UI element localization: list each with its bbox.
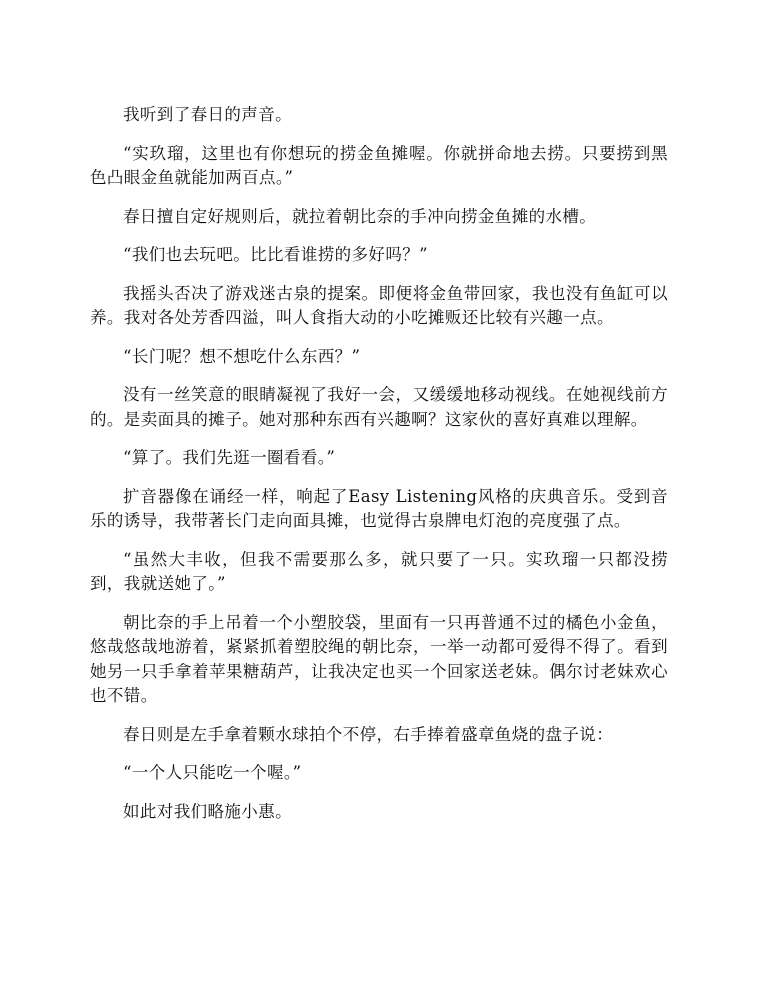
document-page [90, 103, 668, 838]
paragraph: 我摇头否决了游戏迷古泉的提案。即便将金鱼带回家，我也没有鱼缸可以养。我对各处芳香四溢，叫人食指大动的小吃摊贩还比较有兴趣一点。 [90, 283, 668, 327]
paragraph: “算了。我们先逛一圈看看。” [123, 448, 336, 467]
paragraph: “我们也去玩吧。比比看谁捞的多好吗？” [123, 245, 428, 264]
paragraph: 春日则是左手拿着颗水球拍个不停，右手捧着盛章鱼烧的盘子说： [123, 724, 614, 744]
paragraph: 朝比奈的手上吊着一个小塑胶袋，里面有一只再普通不过的橘色小金鱼，悠哉悠哉地游着，紧紧抓着塑胶绳的朝比奈，一举一动都可爱得不得了。看到她另一只手拿着苹果糖葫芦，让我决定也买一个回家送老妹。偶尔讨老妹欢心也不错。 [90, 612, 668, 705]
paragraph: 扩音器像在诵经一样，响起了Easy Listening风格的庆典音乐。受到音乐的诱导，我带著长门走向面具摊，也觉得古泉牌电灯泡的亮度强了点。 [90, 486, 668, 530]
paragraph: 如此对我们略施小惠。 [123, 801, 292, 821]
paragraph: “虽然大丰收，但我不需要那么多，就只要了一只。实玖瑠一只都没捞到，我就送她了。” [90, 549, 668, 593]
paragraph: “实玖瑠，这里也有你想玩的捞金鱼摊喔。你就拼命地去捞。只要捞到黑色凸眼金鱼就能加两百点。” [90, 143, 668, 187]
paragraph: 春日擅自定好规则后，就拉着朝比奈的手冲向捞金鱼摊的水槽。 [123, 206, 597, 226]
paragraph: “长门呢？想不想吃什么东西？” [123, 346, 361, 366]
paragraph: 没有一丝笑意的眼睛凝视了我好一会，又缓缓地移动视线。在她视线前方的。是卖面具的摊子。她对那种东西有兴趣啊？这家伙的喜好真难以理解。 [90, 385, 668, 429]
paragraph: “一个人只能吃一个喔。” [123, 763, 302, 782]
paragraph: 我听到了春日的声音。 [123, 105, 292, 124]
